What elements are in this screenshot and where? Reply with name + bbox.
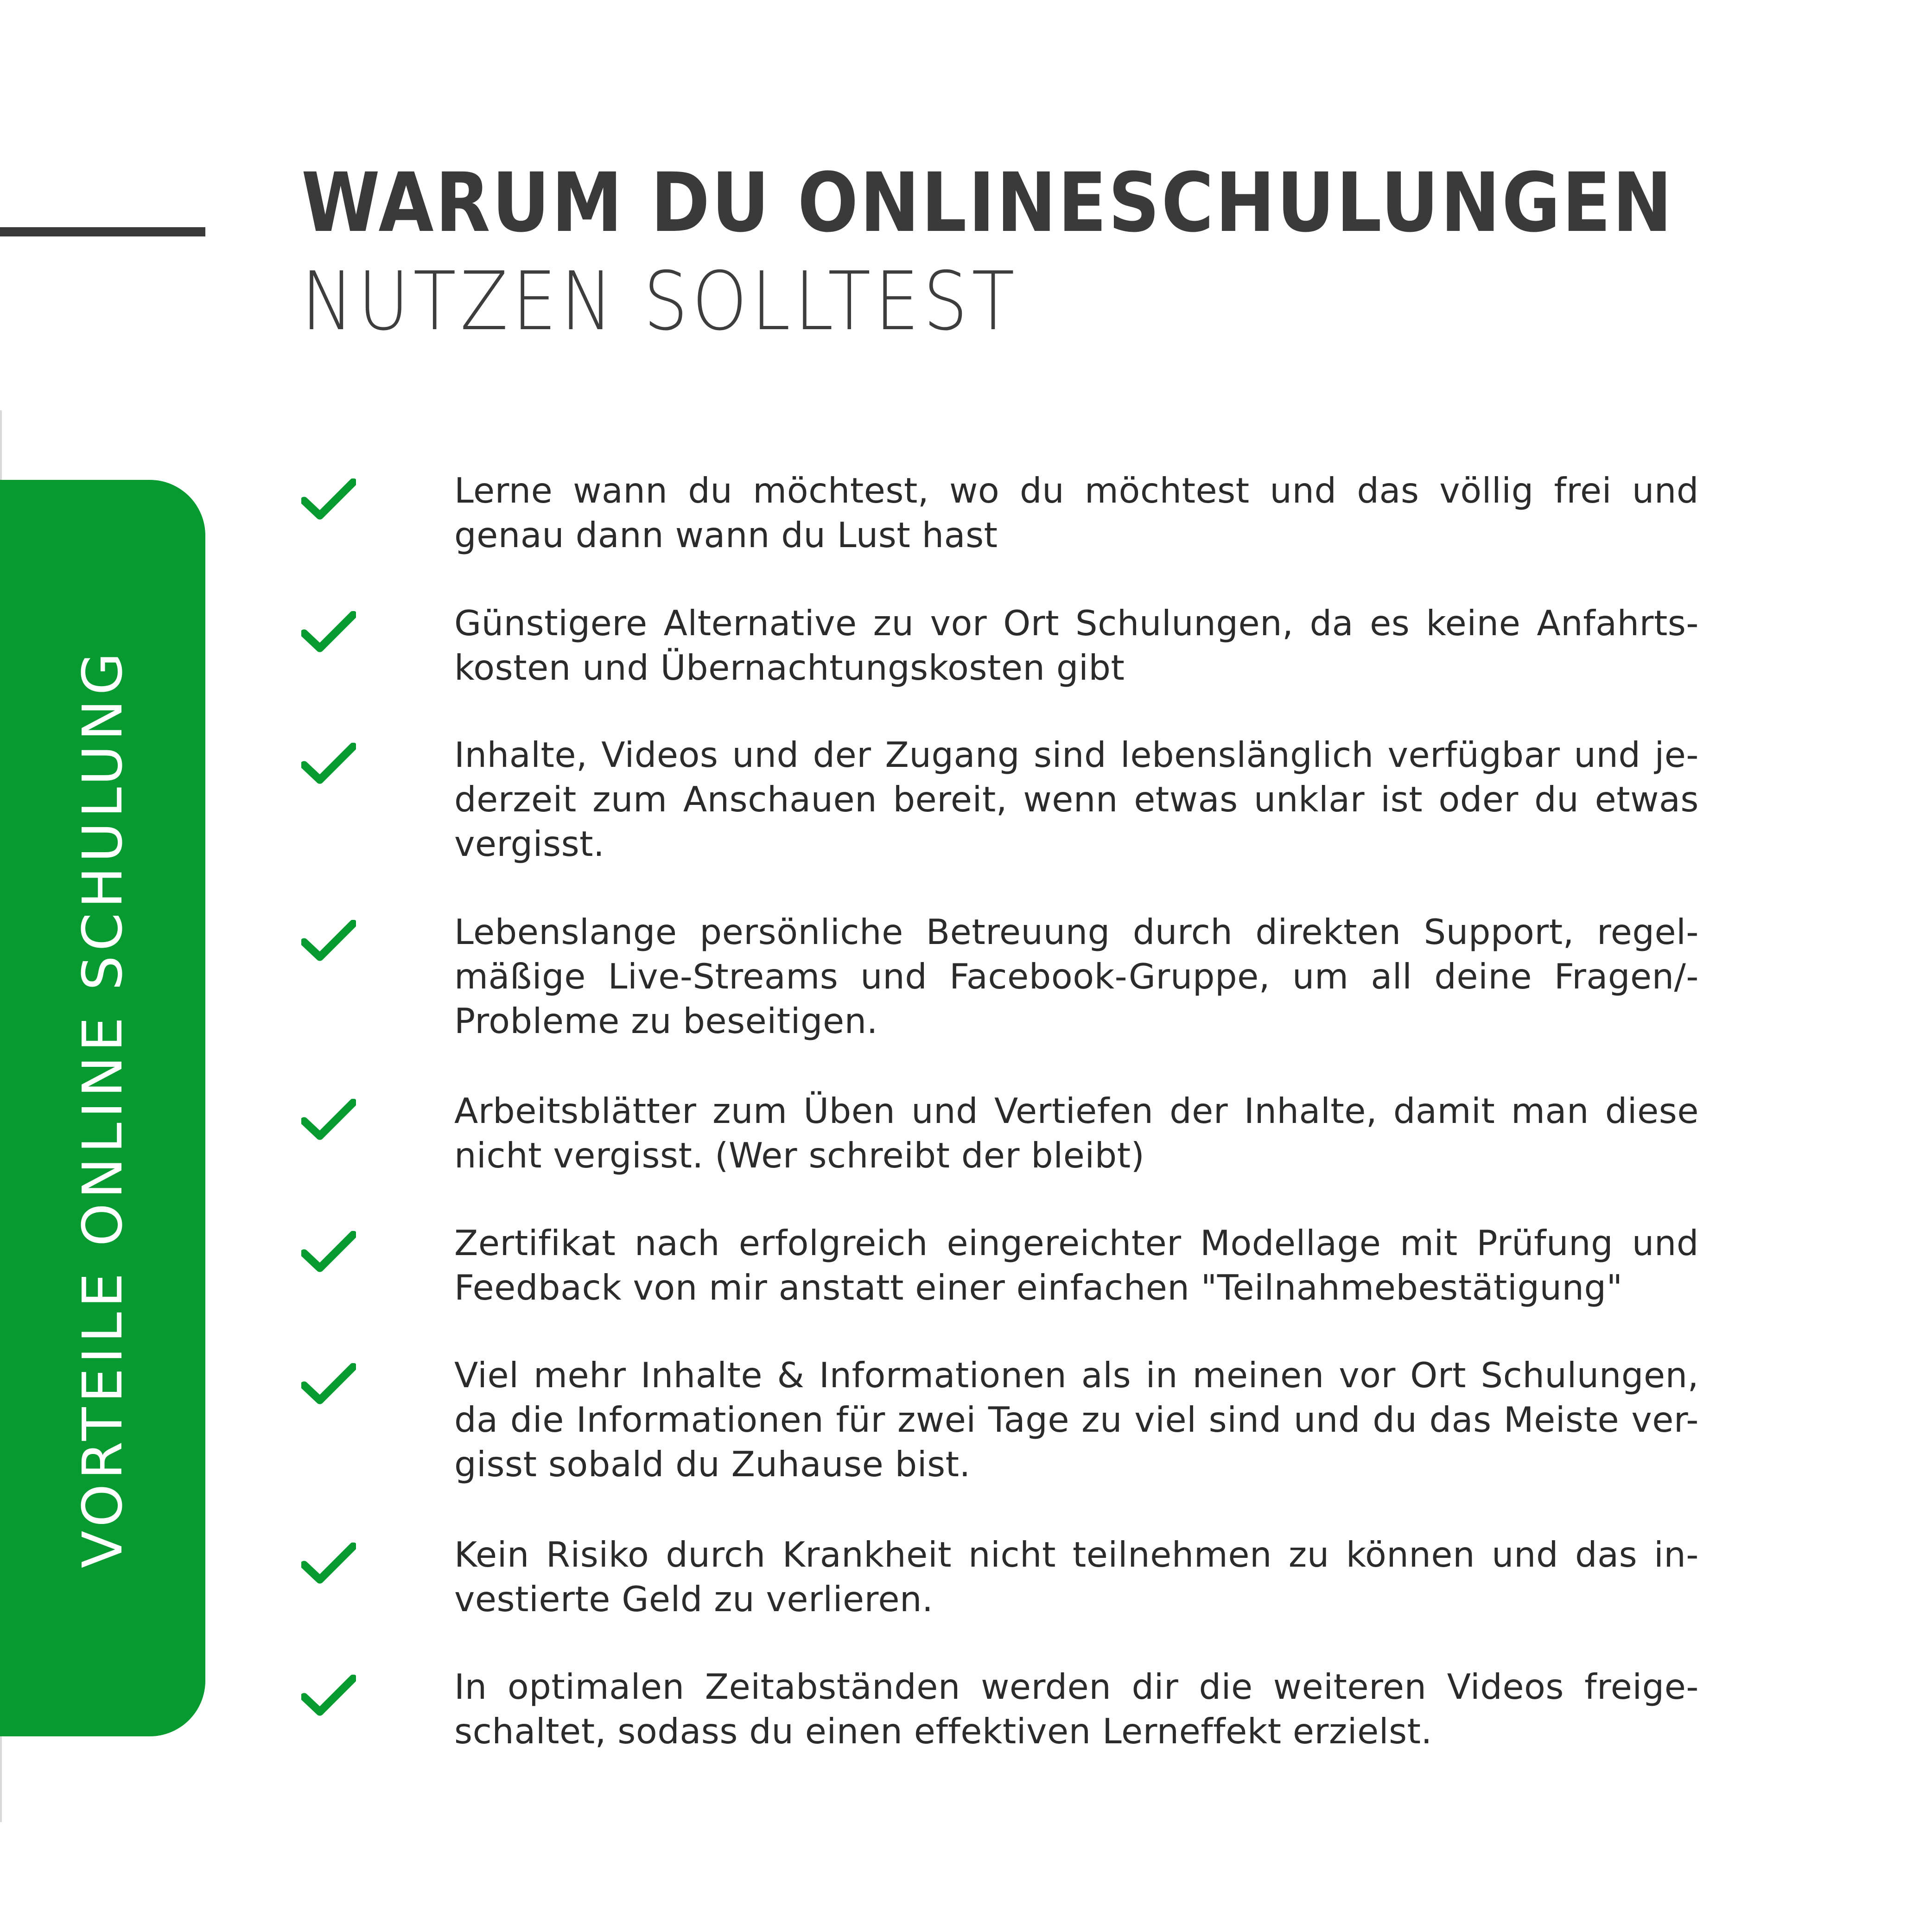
- benefit-text: Zertifikat nach erfolgreich eingereichter Modellage mit Prüfung und Feedback von mir anstatt einer einfachen "Teilnahmebestätigung": [454, 1223, 1699, 1308]
- checkmark-icon: [301, 920, 356, 962]
- checkmark-icon: [301, 1543, 356, 1584]
- benefit-text: In optimalen Zeitabständen werden dir die weiteren Videos freige-schaltet, sodass du einen effektiven Lerneffekt erzielst.: [454, 1666, 1699, 1752]
- page-title-bold-line: WARUM DU ONLINESCHULUNGEN: [301, 155, 1674, 250]
- page-title-light-line: NUTZEN SOLLTEST: [301, 255, 1019, 349]
- benefit-text: Lerne wann du möchtest, wo du möchtest und das völlig frei und genau dann wann du Lust hast: [454, 470, 1699, 555]
- benefit-text: Arbeitsblätter zum Üben und Vertiefen der Inhalte, damit man diese nicht vergisst. (Wer schreibt der bleibt): [454, 1090, 1699, 1176]
- benefit-text: Günstigere Alternative zu vor Ort Schulungen, da es keine Anfahrts-kosten und Übernachtungskosten gibt: [454, 603, 1699, 688]
- benefit-text: Lebenslange persönliche Betreuung durch direkten Support, regel-mäßige Live-Streams und Facebook-Gruppe, um all deine Fragen/-Probleme zu beseitigen.: [454, 912, 1699, 1041]
- checkmark-icon: [301, 1231, 356, 1273]
- page-title: [301, 155, 1870, 349]
- checkmark-icon: [301, 743, 356, 784]
- top-divider-rule: [0, 227, 205, 236]
- checkmark-icon: [301, 478, 356, 520]
- checkmark-icon: [301, 1675, 356, 1716]
- benefit-text: Inhalte, Videos und der Zugang sind lebenslänglich verfügbar und je-derzeit zum Anschauen bereit, wenn etwas unklar ist oder du etwas vergisst.: [454, 734, 1699, 864]
- checkmark-icon: [301, 1099, 356, 1141]
- benefit-text: Kein Risiko durch Krankheit nicht teilnehmen zu können und das in-vestierte Geld zu verlieren.: [454, 1534, 1699, 1620]
- side-tab-label: VORTEILE ONLINE SCHULUNG: [70, 648, 134, 1569]
- benefit-text: Viel mehr Inhalte & Informationen als in meinen vor Ort Schulungen, da die Informationen für zwei Tage zu viel sind und du das Meiste ver-gisst sobald du Zuhause bist.: [454, 1355, 1699, 1485]
- checkmark-icon: [301, 611, 356, 653]
- checkmark-icon: [301, 1363, 356, 1405]
